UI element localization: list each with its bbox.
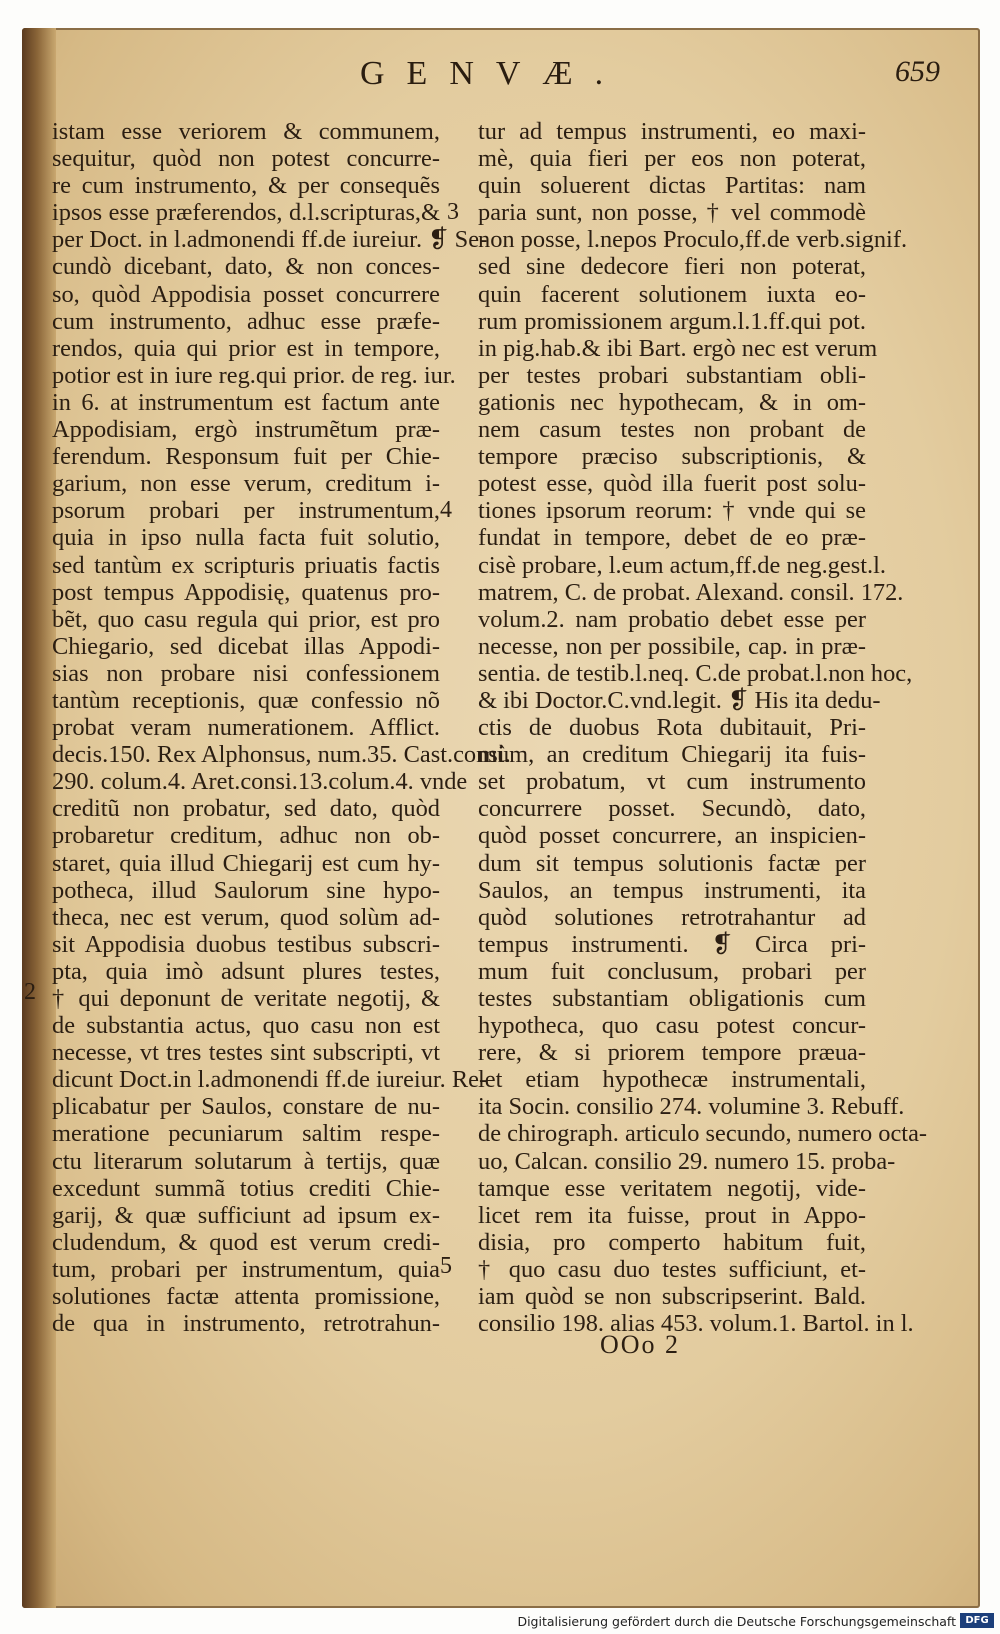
text-line: rum promissionem argum.l.1.ff.qui pot.	[478, 307, 866, 335]
text-line: fundat in tempore, debet de eo præ-	[478, 524, 866, 552]
running-header	[360, 55, 940, 105]
text-line: Saulos, an tempus instrumenti, ita	[478, 876, 866, 904]
text-line: sias non probare nisi confessionem	[52, 659, 440, 687]
text-line: non posse, l.nepos Proculo,ff.de verb.signif.	[478, 226, 908, 254]
text-line: Appodisiam, ergò instrumẽtum præ-	[52, 416, 440, 444]
text-line: tempus instrumenti. ❡ Circa pri-	[478, 930, 866, 958]
text-line: garij, & quæ sufficiunt ad ipsum ex-	[52, 1201, 440, 1229]
text-line: sed sine dedecore fieri non poterat,	[478, 253, 866, 281]
text-line: necesse, non per possibile, cap. in præ-	[478, 632, 866, 660]
text-line: excedunt summã totius crediti Chie-	[52, 1174, 440, 1202]
text-line: tempore præciso subscriptionis, &	[478, 443, 866, 471]
text-line: quin soluerent dictas Partitas: nam	[478, 172, 866, 200]
text-line: set probatum, vt cum instrumento	[478, 768, 866, 796]
text-line: testes substantiam obligationis cum	[478, 985, 866, 1012]
text-line: istam esse veriorem & communem,	[52, 118, 440, 145]
text-line: sequitur, quòd non potest concurre-	[52, 145, 440, 173]
text-line: quòd solutiones retrotrahantur ad	[478, 903, 866, 931]
text-line: quia in ipso nulla facta fuit solutio,	[52, 524, 440, 552]
text-line: dum sit tempus solutionis factæ per	[478, 849, 866, 877]
right-column	[478, 118, 928, 1338]
text-line: creditũ non probatur, sed dato, quòd	[52, 795, 440, 823]
text-line: so, quòd Appodisia posset concurrere	[52, 280, 440, 308]
text-line: per Doct. in l.admonendi ff.de iureiur. ❡ Se-	[52, 226, 488, 254]
text-line: ctis de duobus Rota dubitauit, Pri-	[478, 714, 866, 742]
text-line: tantùm receptionis, quæ confessio nõ	[52, 686, 440, 714]
text-line: potest esse, quòd illa fuerit post solu-	[478, 470, 866, 498]
text-line: consilio 198. alias 453. volum.1. Bartol. in l.	[478, 1310, 914, 1338]
text-line: probaretur creditum, adhuc non ob-	[52, 822, 440, 850]
text-line: disia, pro comperto habitum fuit,	[478, 1228, 866, 1256]
text-line: sit Appodisia duobus testibus subscri-	[52, 930, 440, 958]
text-line: pta, quia imò adsunt plures testes,	[52, 957, 440, 985]
text-line: iam quòd se non subscripserint. Bald.	[478, 1283, 866, 1311]
text-line: per testes probari substantiam obli-	[478, 361, 866, 389]
text-line: concurrere posset. Secundò, dato,	[478, 795, 866, 823]
text-line: quòd posset concurrere, an inspicien-	[478, 822, 866, 850]
text-line: de substantia actus, quo casu non est	[52, 1012, 440, 1040]
margin-number: 5	[440, 1253, 452, 1279]
dfg-logo-icon: DFG	[960, 1613, 994, 1628]
text-line: mum fuit conclusum, probari per	[478, 957, 866, 985]
text-line: tum, probari per instrumentum, quia	[52, 1255, 440, 1283]
text-line: rendos, quia qui prior est in tempore,	[52, 334, 440, 362]
text-line: paria sunt, non posse, † vel commodè	[478, 199, 866, 227]
text-line: necesse, vt tres testes sint subscripti, vt	[52, 1039, 440, 1067]
text-line: 290. colum.4. Aret.consi.13.colum.4. vnde	[52, 768, 468, 796]
text-line: ita Socin. consilio 274. volumine 3. Rebuff.	[478, 1093, 905, 1121]
left-column	[52, 118, 511, 1338]
text-line: † qui deponunt de veritate negotij, &	[52, 985, 440, 1012]
text-line: potior est in iure reg.qui prior. de reg. iur.	[52, 361, 456, 389]
text-line: mè, quia fieri per eos non poterat,	[478, 145, 866, 173]
text-line: tamque esse veritatem negotij, vide-	[478, 1174, 866, 1202]
text-line: bẽt, quo casu regula qui prior, est pro	[52, 605, 440, 633]
text-line: cisè probare, l.eum actum,ff.de neg.gest.l.	[478, 551, 886, 579]
text-line: nem casum testes non probant de	[478, 416, 866, 444]
text-line: volum.2. nam probatio debet esse per	[478, 605, 866, 633]
text-line: staret, quia illud Chiegarij est cum hy-	[52, 849, 440, 877]
text-line: ipsos esse præferendos, d.l.scripturas,&	[52, 199, 440, 227]
text-line: probat veram numerationem. Afflict.	[52, 714, 440, 742]
text-line: tur ad tempus instrumenti, eo maxi-	[478, 118, 866, 145]
margin-number: 3	[447, 199, 459, 225]
text-line: † quo casu duo testes sufficiunt, et-	[478, 1255, 866, 1283]
text-line: garium, non esse verum, creditum i-	[52, 470, 440, 498]
text-line: de chirograph. articulo secundo, numero octa-	[478, 1120, 928, 1148]
signature-mark: OOo 2	[600, 1330, 681, 1359]
text-line: uo, Calcan. consilio 29. numero 15. proba-	[478, 1147, 896, 1175]
text-line: cludendum, & quod est verum credi-	[52, 1228, 440, 1256]
text-line: gationis nec hypothecam, & in om-	[478, 388, 866, 416]
text-line: meratione pecuniarum saltim respe-	[52, 1120, 440, 1148]
text-line: de qua in instrumento, retrotrahun-	[52, 1310, 440, 1338]
margin-number: 4	[440, 497, 452, 523]
text-line: cum instrumento, adhuc esse præfe-	[52, 307, 440, 335]
footer-bar	[0, 1610, 1000, 1634]
text-line: quin facerent solutionem iuxta eo-	[478, 280, 866, 308]
footer-text: Digitalisierung gefördert durch die Deutsche Forschungsgemeinschaft	[517, 1614, 956, 1629]
text-line: licet rem ita fuisse, prout in Appo-	[478, 1201, 866, 1229]
text-line: sed tantùm ex scripturis priuatis factis	[52, 551, 440, 579]
text-line: theca, nec est verum, quod solùm ad-	[52, 903, 440, 931]
text-line: ferendum. Responsum fuit per Chie-	[52, 443, 440, 471]
text-line: rere, & si priorem tempore præua-	[478, 1039, 866, 1067]
text-line: & ibi Doctor.C.vnd.legit. ❡ His ita dedu-	[478, 686, 881, 714]
text-line: Chiegario, sed dicebat illas Appodi-	[52, 632, 440, 660]
text-line: matrem, C. de probat. Alexand. consil. 172.	[478, 578, 904, 606]
text-line: post tempus Appodisię, quatenus pro-	[52, 578, 440, 606]
text-line: potheca, illud Saulorum sine hypo-	[52, 876, 440, 904]
text-line: cundò dicebant, dato, & non conces-	[52, 253, 440, 281]
margin-number: 2	[24, 979, 36, 1005]
book-spine	[22, 28, 56, 1608]
text-line: plicabatur per Saulos, constare de nu-	[52, 1093, 440, 1121]
text-line: tiones ipsorum reorum: † vnde qui se	[478, 497, 866, 525]
text-line: decis.150. Rex Alphonsus, num.35. Cast.consi.	[52, 741, 511, 769]
text-line: psorum probari per instrumentum,	[52, 497, 440, 525]
text-line: sentia. de testib.l.neq. C.de probat.l.non hoc,	[478, 659, 913, 687]
text-line: in pig.hab.& ibi Bart. ergò nec est verum	[478, 334, 878, 362]
text-line: let etiam hypothecæ instrumentali,	[478, 1066, 866, 1094]
running-title: GENVÆ.	[360, 55, 626, 92]
text-line: in 6. at instrumentum est factum ante	[52, 388, 440, 416]
text-line: hypotheca, quo casu potest concur-	[478, 1012, 866, 1040]
text-line: ctu literarum solutarum à tertijs, quæ	[52, 1147, 440, 1175]
text-line: dicunt Doct.in l.admonendi ff.de iureiur. Re-	[52, 1066, 488, 1094]
page-number: 659	[895, 55, 940, 88]
text-line: solutiones factæ attenta promissione,	[52, 1283, 440, 1311]
text-line: re cum instrumento, & per consequẽs	[52, 172, 440, 200]
text-line: mùm, an creditum Chiegarij ita fuis-	[478, 741, 866, 769]
